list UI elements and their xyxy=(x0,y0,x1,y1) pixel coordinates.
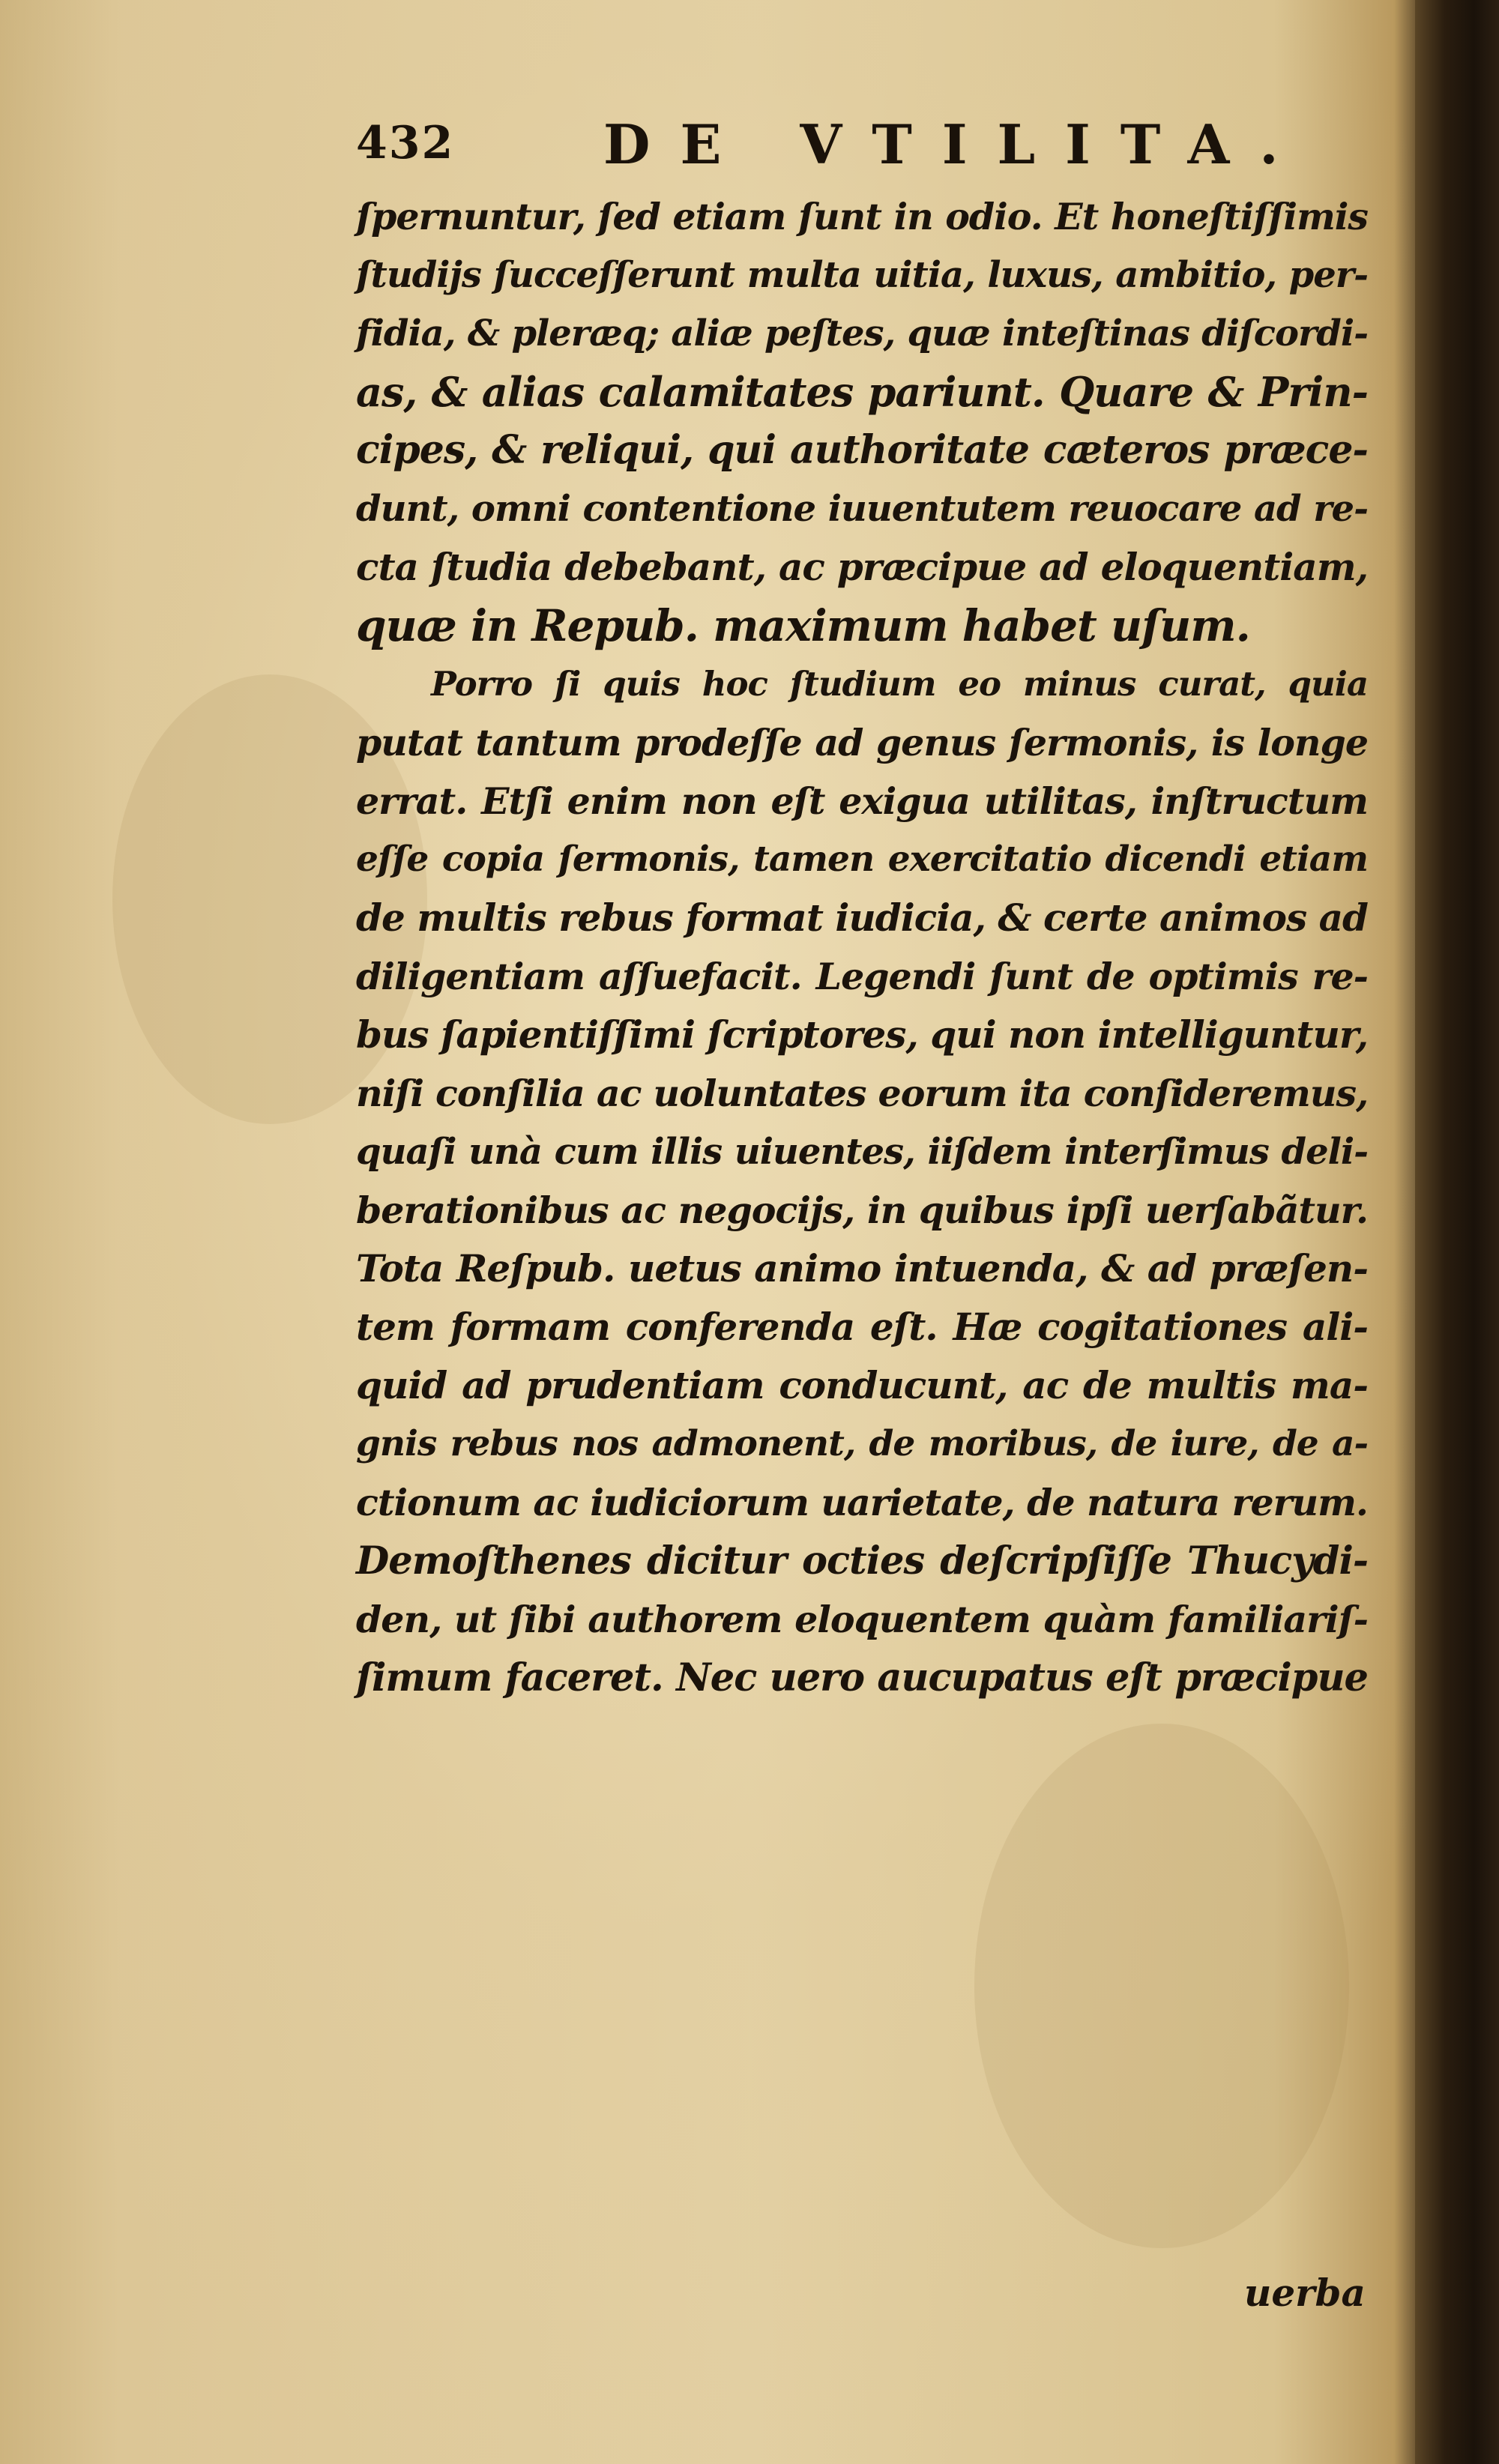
text-line: berationibus ac negocijs, in quibus ipſi uerſabãtur. xyxy=(356,1189,1368,1232)
text-line: cipes, & reliqui, qui authoritate cæteros præce- xyxy=(356,427,1368,473)
text-line: ſimum faceret. Nec uero aucupatus eſt præcipue xyxy=(356,1655,1368,1700)
book-gutter xyxy=(1415,0,1499,2464)
text-line: as, & alias calamitates pariunt. Quare & Prin- xyxy=(356,368,1368,416)
text-line: Porro ſi quis hoc ſtudium eo minus curat, quia xyxy=(431,664,1368,704)
running-head: DE VTILITA. xyxy=(603,112,1309,176)
text-line: errat. Etſi enim non eſt exigua utilitas, inſtructum xyxy=(356,779,1368,823)
page-number: 432 xyxy=(356,117,455,169)
body-text xyxy=(356,187,1368,1707)
text-line: ſpernuntur, ſed etiam ſunt in odio. Et honeſtiſſimis xyxy=(356,195,1368,238)
text-line: de multis rebus format iudicia, & certe animos ad xyxy=(356,896,1368,940)
catchword: uerba xyxy=(1244,2271,1366,2315)
text-line: Tota Reſpub. uetus animo intuenda, & ad præſen- xyxy=(356,1246,1368,1290)
text-line: ctionum ac iudiciorum uarietate, de natura rerum. xyxy=(356,1481,1368,1524)
text-line: putat tantum prodeſſe ad genus ſermonis, is longe xyxy=(356,721,1368,764)
paper-stain xyxy=(974,1724,1349,2248)
text-line: gnis rebus nos admonent, de moribus, de iure, de a- xyxy=(356,1423,1368,1464)
page-header xyxy=(356,112,1368,180)
text-line: diligentiam aſſuefacit. Legendi ſunt de optimis re- xyxy=(356,955,1368,998)
text-line: quaſi unà cum illis uiuentes, iiſdem interſimus deli- xyxy=(356,1131,1368,1173)
text-line: ſtudijs ſucceſſerunt multa uitia, luxus, ambitio, per- xyxy=(356,254,1368,296)
text-line: den, ut ſibi authorem eloquentem quàm familiariſ- xyxy=(356,1598,1368,1641)
text-line: Demoſthenes dicitur octies deſcripſiſſe Thucydi- xyxy=(356,1539,1368,1583)
text-line: fidia, & pleræq; aliæ peſtes, quæ inteſtinas diſcordi- xyxy=(356,312,1368,354)
text-line: eſſe copia ſermonis, tamen exercitatio dicendi etiam xyxy=(356,839,1368,880)
text-line: bus ſapientiſſimi ſcriptores, qui non intelliguntur, xyxy=(356,1012,1368,1057)
text-line: cta ſtudia debebant, ac præcipue ad eloquentiam, xyxy=(356,545,1368,589)
text-line: niſi conſilia ac uoluntates eorum ita conſideremus, xyxy=(356,1072,1369,1115)
text-line: dunt, omni contentione iuuentutem reuocare ad re- xyxy=(356,488,1368,530)
text-line: tem formam conferenda eſt. Hæ cogitationes ali- xyxy=(356,1305,1368,1349)
text-line: quæ in Repub. maximum habet uſum. xyxy=(356,600,1250,651)
text-line: quid ad prudentiam conducunt, ac de multis ma- xyxy=(356,1363,1368,1407)
